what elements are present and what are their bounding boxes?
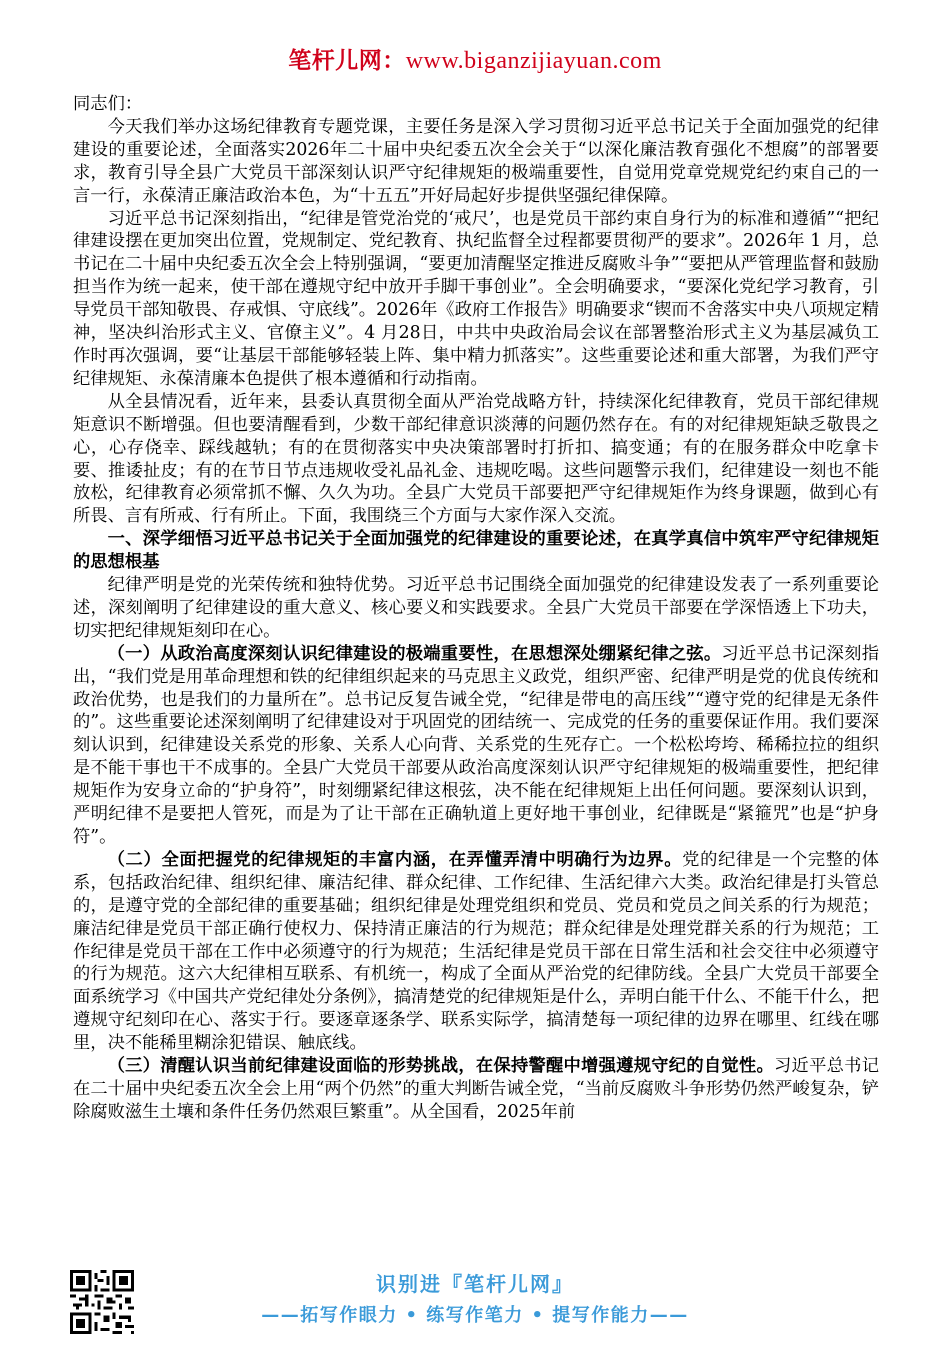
- footer-cta: 识别进『笔杆儿网』: [376, 1272, 574, 1296]
- subsection-1-text: 习近平总书记深刻指出，“我们党是用革命理想和铁的纪律组织起来的马克思主义政党，组织严密、纪律严明是党的优良传统和政治优势，也是我们的力量所在”。总书记反复告诫全党，“纪律是带电的高压线”“遵守党的纪律是无条件的”。这些重要论述深刻阐明了纪律建设对于巩固党的团结统一、完成党的任务的重要保证作用。我们要深刻认识到，纪律建设关系党的形象、关系人心向背、关系党的生死存亡。一个松松垮垮、稀稀拉拉的组织是不能干事也干不成事的。全县广大党员干部要从政治高度深刻认识严守纪律规矩的极端重要性，把纪律规矩作为安身立命的“护身符”，时刻绷紧纪律这根弦，决不能在纪律规矩上出任何问题。要深刻认识到，严明纪律不是要把人管死，而是为了让干部在正确轨道上更好地干事创业，纪律既是“紧箍咒”也是“护身符”。: [73, 643, 879, 847]
- subsection-2-heading: （二）全面把握党的纪律规矩的丰富内涵，在弄懂弄清中明确行为边界。: [107, 849, 683, 870]
- subsection-1-heading: （一）从政治高度深刻认识纪律建设的极端重要性，在思想深处绷紧纪律之弦。: [107, 643, 722, 664]
- subsection-1: [73, 643, 879, 849]
- paragraph-quotes: 习近平总书记深刻指出，“纪律是管党治党的‘戒尺’，也是党员干部约束自身行为的标准和遵循”“把纪律建设摆在更加突出位置，党规制定、党纪教育、执纪监督全过程都要贯彻严的要求”。2026年 1 月，总书记在二十届中央纪委五次全会上特别强调，“要更加清醒坚定推进反腐败斗争”“要把从严管理监督和鼓励担当作为统一起来，使干部在遵规守纪中放开手脚干事创业”。全会明确要求，“要深化党纪学习教育，引导党员干部知敬畏、存戒惧、守底线”。2026年《政府工作报告》明确要求“锲而不舍落实中央八项规定精神，坚决纠治形式主义、官僚主义”。4 月28日，中共中央政治局会议在部署整治形式主义为基层减负工作时再次强调，要“让基层干部能够轻装上阵、集中精力抓落实”。这些重要论述和重大部署，为我们严守纪律规矩、永葆清廉本色提供了根本遵循和行动指南。: [73, 208, 879, 389]
- subsection-3-text: 习近平总书记在二十届中央纪委五次全会上用“两个仍然”的重大判断告诫全党，“当前反腐败斗争形势仍然严峻复杂，铲除腐败滋生土壤和条件任务仍然艰巨繁重”。从全国看，2025年前: [73, 1056, 879, 1122]
- subsection-3: [73, 1055, 879, 1124]
- salutation: 同志们：: [73, 94, 143, 114]
- footer-slogan: ——拓写作眼力 • 练写作笔力 • 提写作能力——: [261, 1305, 689, 1326]
- paragraph-county-situation: 从全县情况看，近年来，县委认真贯彻全面从严治党战略方针，持续深化纪律教育，党员干部纪律规矩意识不断增强。但也要清醒看到，少数干部纪律意识淡薄的问题仍然存在。有的对纪律规矩缺乏敬畏之心，心存侥幸、踩线越轨；有的在贯彻落实中央决策部署时打折扣、搞变通；有的在服务群众中吃拿卡要、推诿扯皮；有的在节日节点违规收受礼品礼金、违规吃喝。这些问题警示我们，纪律建设一刻也不能放松，纪律教育必须常抓不懈、久久为功。全县广大党员干部要把严守纪律规矩作为终身课题，做到心有所畏、言有所戒、行有所止。下面，我围绕三个方面与大家作深入交流。: [73, 391, 879, 527]
- site-header: [0, 42, 950, 75]
- subsection-2: [73, 849, 879, 1055]
- section-1-intro: 纪律严明是党的光荣传统和独特优势。习近平总书记围绕全面加强党的纪律建设发表了一系列重要论述，深刻阐明了纪律建设的重大意义、核心要义和实践要求。全县广大党员干部要在学深悟透上下功夫，切实把纪律规矩刻印在心。: [73, 575, 879, 641]
- document-body: [73, 93, 879, 1124]
- subsection-3-heading: （三）清醒认识当前纪律建设面临的形势挑战，在保持警醒中增强遵规守纪的自觉性。: [107, 1056, 775, 1077]
- section-1-heading: 一、深学细悟习近平总书记关于全面加强党的纪律建设的重要论述，在真学真信中筑牢严守纪律规矩的思想根基: [73, 529, 879, 573]
- site-url[interactable]: www.biganzijiayuan.com: [405, 48, 662, 74]
- site-brand: 笔杆儿网：: [288, 48, 406, 74]
- subsection-2-text: 党的纪律是一个完整的体系，包括政治纪律、组织纪律、廉洁纪律、群众纪律、工作纪律、生活纪律六大类。政治纪律是打头管总的，是遵守党的全部纪律的重要基础；组织纪律是处理党组织和党员、党员和党员之间关系的行为规范；廉洁纪律是党员干部正确行使权力、保持清正廉洁的行为规范；群众纪律是处理党群关系的行为规范；工作纪律是党员干部在工作中必须遵守的行为规范；生活纪律是党员干部在日常生活和社会交往中必须遵守的行为规范。这六大纪律相互联系、有机统一，构成了全面从严治党的纪律防线。全县广大党员干部要全面系统学习《中国共产党纪律处分条例》，搞清楚党的纪律规矩是什么，弄明白能干什么、不能干什么，把遵规守纪刻印在心、落实于行。要逐章逐条学、联系实际学，搞清楚每一项纪律的边界在哪里、红线在哪里，决不能稀里糊涂犯错误、触底线。: [73, 849, 879, 1054]
- paragraph-intro: 今天我们举办这场纪律教育专题党课，主要任务是深入学习贯彻习近平总书记关于全面加强党的纪律建设的重要论述，全面落实2026年二十届中央纪委五次全会关于“以深化廉洁教育强化不想腐”的部署要求，教育引导全县广大党员干部深刻认识严守纪律规矩的极端重要性，自觉用党章党规党纪约束自己的一言一行，永葆清正廉洁政治本色，为“十五五”开好局起好步提供坚强纪律保障。: [73, 116, 879, 206]
